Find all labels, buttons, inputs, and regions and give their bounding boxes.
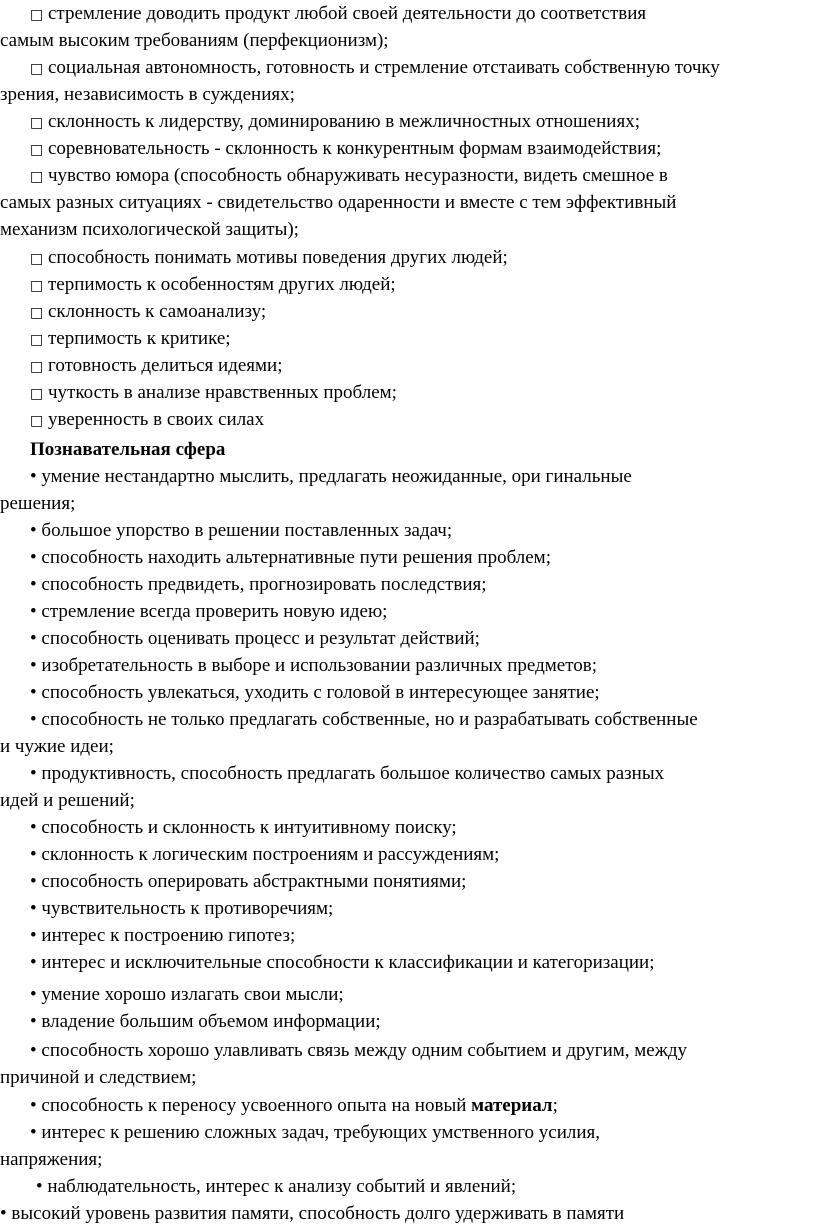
bullet-icon: • bbox=[30, 574, 37, 595]
checkbox-bullet-icon: □ bbox=[30, 251, 44, 267]
bullet-icon: • bbox=[36, 1176, 43, 1197]
bullet-icon: • bbox=[30, 655, 37, 676]
list-item: • продуктивность, способность предлагать большое количество самых разных bbox=[30, 763, 665, 784]
checkbox-bullet-icon: □ bbox=[30, 386, 44, 402]
list-item-continuation: самых разных ситуациях - свидетельство одаренности и вместе с тем эффективный bbox=[0, 192, 677, 213]
list-item: • способность не только предлагать собственные, но и разрабатывать собственные bbox=[30, 709, 698, 730]
list-item: □ чуткость в анализе нравственных проблем; bbox=[0, 379, 816, 406]
bullet-icon: • bbox=[30, 844, 37, 865]
list-item: • высокий уровень развития памяти, способность долго удерживать в памяти bbox=[0, 1203, 625, 1224]
bullet-icon: • bbox=[30, 1095, 37, 1116]
list-item: □ готовность делиться идеями; bbox=[0, 352, 816, 379]
checkbox-bullet-icon: □ bbox=[30, 7, 44, 23]
checkbox-bullet-icon: □ bbox=[30, 359, 44, 375]
list-item: • умение хорошо излагать свои мысли; bbox=[30, 984, 344, 1005]
list-item-continuation: зрения, независимость в суждениях; bbox=[0, 84, 295, 105]
list-item: • умение нестандартно мыслить, предлагать неожиданные, ори гинальные bbox=[30, 466, 632, 487]
list-item-continuation: и чужие идеи; bbox=[0, 736, 114, 757]
list-item: • способность к переносу усвоенного опыта на новый материал; bbox=[30, 1095, 558, 1116]
bullet-icon: • bbox=[30, 871, 37, 892]
bullet-icon: • bbox=[30, 628, 37, 649]
list-item: • способность оценивать процесс и результат действий; bbox=[30, 628, 480, 649]
bullet-icon: • bbox=[30, 952, 37, 973]
list-item: • владение большим объемом информации; bbox=[30, 1011, 381, 1032]
bullet-icon: • bbox=[30, 709, 37, 730]
list-item: • способность и склонность к интуитивному поиску; bbox=[30, 817, 457, 838]
bullet-icon: • bbox=[30, 547, 37, 568]
list-item: • способность увлекаться, уходить с головой в интересующее занятие; bbox=[30, 682, 600, 703]
list-item: • склонность к логическим построениям и рассуждениям; bbox=[30, 844, 500, 865]
checkbox-bullet-icon: □ bbox=[30, 305, 44, 321]
list-item: □ терпимость к особенностям других людей; bbox=[0, 271, 816, 298]
bullet-icon: • bbox=[30, 984, 37, 1005]
list-item: □ способность понимать мотивы поведения других людей; bbox=[0, 244, 816, 271]
checkbox-bullet-icon: □ bbox=[30, 142, 44, 158]
bullet-icon: • bbox=[0, 1203, 7, 1224]
bullet-icon: • bbox=[30, 817, 37, 838]
list-item: • наблюдательность, интерес к анализу событий и явлений; bbox=[36, 1176, 517, 1197]
checkbox-bullet-icon: □ bbox=[30, 278, 44, 294]
list-item-continuation: решения; bbox=[0, 493, 76, 514]
list-item: • способность хорошо улавливать связь между одним событием и другим, между bbox=[30, 1040, 688, 1061]
list-item: • интерес к решению сложных задач, требующих умственного усилия, bbox=[30, 1122, 601, 1143]
list-item: □ социальная автономность, готовность и стремление отстаивать собственную точку bbox=[0, 54, 816, 81]
list-item: □ склонность к лидерству, доминированию в межличностных отношениях; bbox=[0, 108, 816, 135]
list-item: □ склонность к самоанализу; bbox=[0, 298, 816, 325]
list-item: • интерес к построению гипотез; bbox=[30, 925, 296, 946]
bullet-icon: • bbox=[30, 763, 37, 784]
list-item: • стремление всегда проверить новую идею; bbox=[30, 601, 388, 622]
list-item-continuation: механизм психологической защиты); bbox=[0, 219, 299, 240]
list-item: • способность предвидеть, прогнозировать последствия; bbox=[30, 574, 487, 595]
list-item: □ чувство юмора (способность обнаруживать несуразности, видеть смешное в bbox=[0, 162, 816, 189]
list-item: □ терпимость к критике; bbox=[0, 325, 816, 352]
bullet-icon: • bbox=[30, 520, 37, 541]
list-item: • способность оперировать абстрактными понятиями; bbox=[30, 871, 467, 892]
list-item: □ стремление доводить продукт любой своей деятельности до соответствия bbox=[0, 0, 816, 27]
list-item: □ уверенность в своих силах bbox=[0, 406, 816, 433]
list-item-continuation: идей и решений; bbox=[0, 790, 135, 811]
checkbox-bullet-icon: □ bbox=[30, 169, 44, 185]
checkbox-bullet-icon: □ bbox=[30, 413, 44, 429]
bullet-icon: • bbox=[30, 466, 37, 487]
list-item-continuation: самым высоким требованиям (перфекционизм); bbox=[0, 30, 389, 51]
list-item: • способность находить альтернативные пути решения проблем; bbox=[30, 547, 551, 568]
bullet-icon: • bbox=[30, 682, 37, 703]
section-heading: Познавательная сфера bbox=[30, 439, 226, 460]
list-item: □ соревновательность - склонность к конкурентным формам взаимодействия; bbox=[0, 135, 816, 162]
checkbox-bullet-icon: □ bbox=[30, 332, 44, 348]
list-item: • изобретательность в выборе и использовании различных предметов; bbox=[30, 655, 598, 676]
list-item: • чувствительность к противоречиям; bbox=[30, 898, 334, 919]
bullet-icon: • bbox=[30, 1040, 37, 1061]
list-item: • большое упорство в решении поставленных задач; bbox=[30, 520, 453, 541]
list-item-continuation: причиной и следствием; bbox=[0, 1067, 197, 1088]
checkbox-bullet-icon: □ bbox=[30, 115, 44, 131]
bullet-icon: • bbox=[30, 925, 37, 946]
list-item: • интерес и исключительные способности к классификации и категоризации; bbox=[30, 952, 655, 973]
bullet-icon: • bbox=[30, 1122, 37, 1143]
checkbox-bullet-icon: □ bbox=[30, 61, 44, 77]
bullet-icon: • bbox=[30, 898, 37, 919]
list-item-continuation: напряжения; bbox=[0, 1149, 103, 1170]
bullet-icon: • bbox=[30, 601, 37, 622]
bullet-icon: • bbox=[30, 1011, 37, 1032]
